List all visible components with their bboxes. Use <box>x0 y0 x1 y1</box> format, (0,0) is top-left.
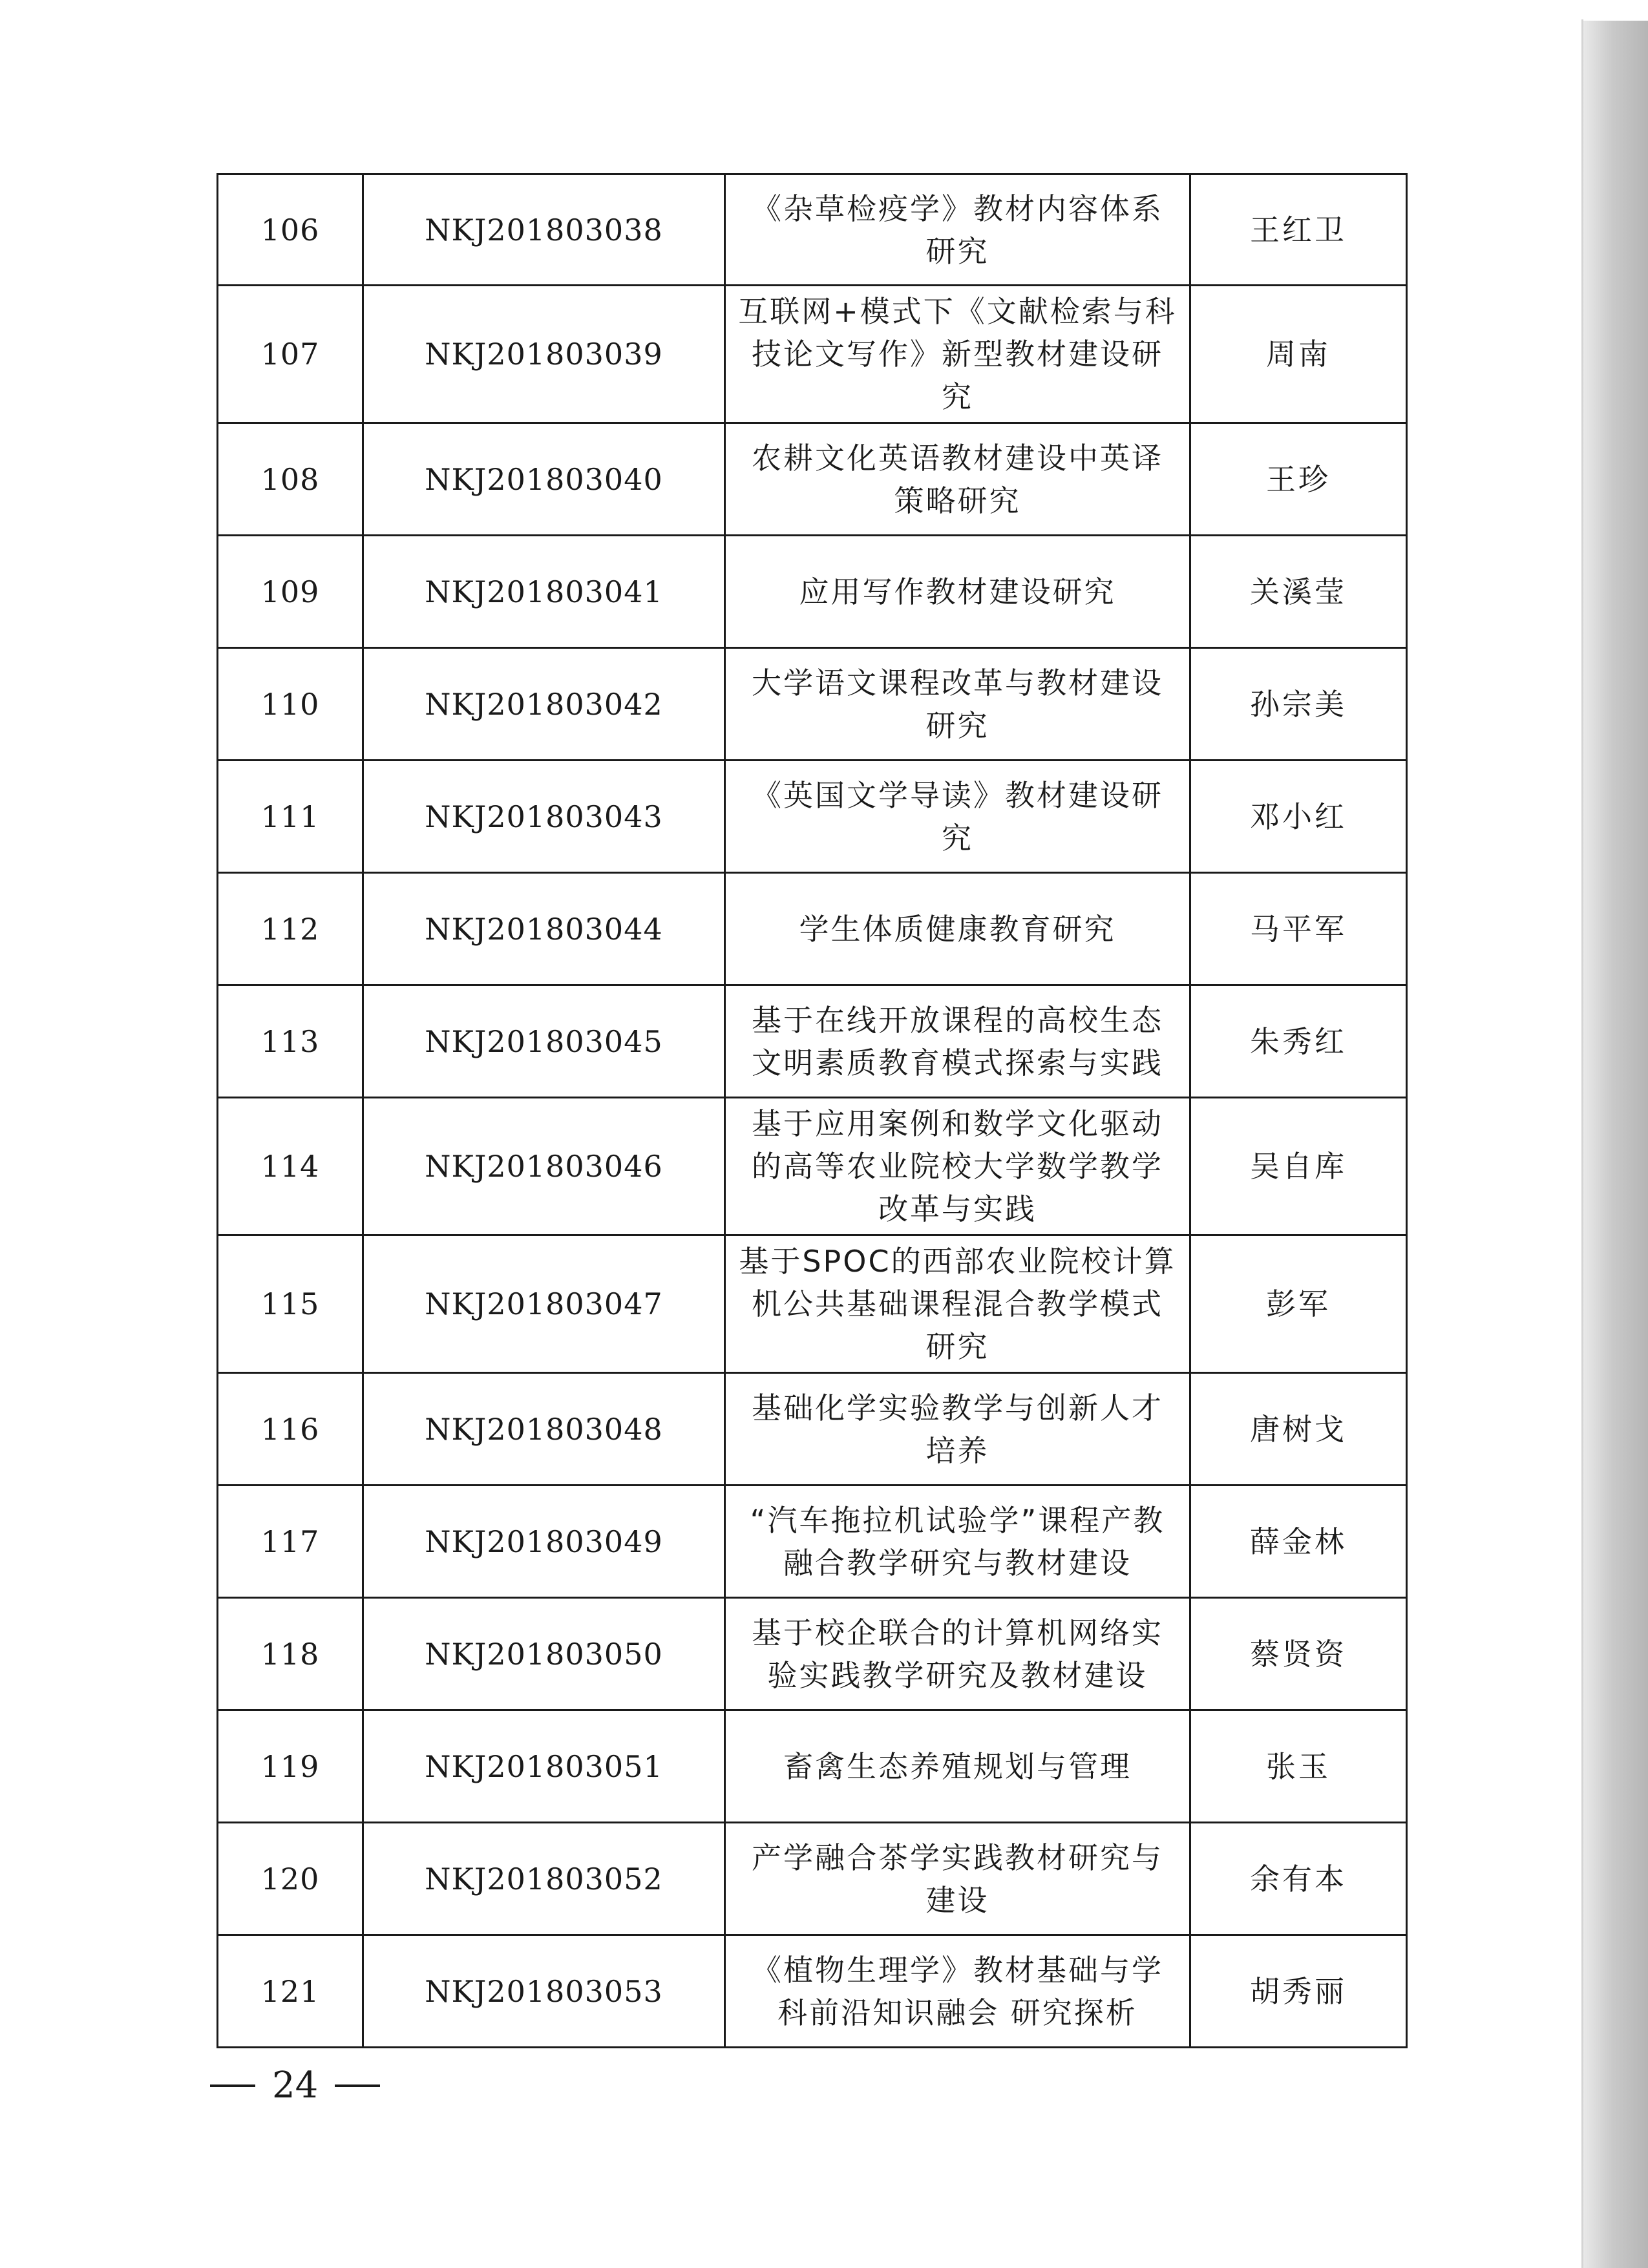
project-title: 《植物生理学》教材基础与学科前沿知识融会 研究探析 <box>725 1935 1190 2048</box>
project-leader: 马平军 <box>1190 873 1407 985</box>
row-number: 111 <box>218 761 363 873</box>
project-leader: 余有本 <box>1190 1823 1407 1935</box>
project-leader: 王红卫 <box>1190 174 1407 286</box>
row-number: 107 <box>218 286 363 423</box>
project-leader: 朱秀红 <box>1190 985 1407 1098</box>
project-leader: 薛金林 <box>1190 1486 1407 1598</box>
project-leader: 吴自库 <box>1190 1098 1407 1235</box>
row-number: 112 <box>218 873 363 985</box>
row-number: 117 <box>218 1486 363 1598</box>
project-leader: 孙宗美 <box>1190 648 1407 761</box>
project-code: NKJ201803039 <box>363 286 725 423</box>
project-code: NKJ201803042 <box>363 648 725 761</box>
project-title: 大学语文课程改革与教材建设研究 <box>725 648 1190 761</box>
table-row <box>218 1486 1407 1598</box>
table-row <box>218 1823 1407 1935</box>
project-code: NKJ201803050 <box>363 1598 725 1710</box>
project-title: 农耕文化英语教材建设中英译策略研究 <box>725 423 1190 536</box>
project-code: NKJ201803045 <box>363 985 725 1098</box>
table-row <box>218 1373 1407 1486</box>
table-row <box>218 985 1407 1098</box>
table-row <box>218 873 1407 985</box>
table-row <box>218 174 1407 286</box>
project-leader: 张玉 <box>1190 1710 1407 1823</box>
page-edge-shadow <box>1583 19 1648 2268</box>
project-title: 基于SPOC的西部农业院校计算机公共基础课程混合教学模式研究 <box>725 1235 1190 1373</box>
row-number: 119 <box>218 1710 363 1823</box>
table-row <box>218 423 1407 536</box>
project-code: NKJ201803038 <box>363 174 725 286</box>
project-leader: 邓小红 <box>1190 761 1407 873</box>
project-title: 互联网+模式下《文献检索与科技论文写作》新型教材建设研究 <box>725 286 1190 423</box>
project-title: 《英国文学导读》教材建设研究 <box>725 761 1190 873</box>
table-row <box>218 286 1407 423</box>
project-code: NKJ201803040 <box>363 423 725 536</box>
project-code: NKJ201803048 <box>363 1373 725 1486</box>
page-number: 24 <box>272 2064 319 2106</box>
row-number: 121 <box>218 1935 363 2048</box>
table-row <box>218 1235 1407 1373</box>
table-row <box>218 536 1407 648</box>
project-leader: 周南 <box>1190 286 1407 423</box>
table-row <box>218 1710 1407 1823</box>
project-title: 《杂草检疫学》教材内容体系研究 <box>725 174 1190 286</box>
project-code: NKJ201803049 <box>363 1486 725 1598</box>
project-title: “汽车拖拉机试验学”课程产教融合教学研究与教材建设 <box>725 1486 1190 1598</box>
project-title: 基于校企联合的计算机网络实验实践教学研究及教材建设 <box>725 1598 1190 1710</box>
project-title: 畜禽生态养殖规划与管理 <box>725 1710 1190 1823</box>
project-code: NKJ201803047 <box>363 1235 725 1373</box>
project-code: NKJ201803041 <box>363 536 725 648</box>
page-footer <box>210 2064 380 2106</box>
project-title: 应用写作教材建设研究 <box>725 536 1190 648</box>
project-code: NKJ201803043 <box>363 761 725 873</box>
project-title: 基于应用案例和数学文化驱动的高等农业院校大学数学教学改革与实践 <box>725 1098 1190 1235</box>
project-code: NKJ201803044 <box>363 873 725 985</box>
project-title: 基于在线开放课程的高校生态文明素质教育模式探索与实践 <box>725 985 1190 1098</box>
table-row <box>218 761 1407 873</box>
project-code: NKJ201803046 <box>363 1098 725 1235</box>
table-row <box>218 1098 1407 1235</box>
dash-right <box>335 2084 380 2087</box>
project-leader: 彭军 <box>1190 1235 1407 1373</box>
row-number: 110 <box>218 648 363 761</box>
row-number: 115 <box>218 1235 363 1373</box>
row-number: 109 <box>218 536 363 648</box>
row-number: 106 <box>218 174 363 286</box>
project-table <box>217 173 1408 2048</box>
project-code: NKJ201803052 <box>363 1823 725 1935</box>
row-number: 114 <box>218 1098 363 1235</box>
project-code: NKJ201803053 <box>363 1935 725 2048</box>
project-title: 学生体质健康教育研究 <box>725 873 1190 985</box>
table-row <box>218 1935 1407 2048</box>
row-number: 113 <box>218 985 363 1098</box>
row-number: 118 <box>218 1598 363 1710</box>
row-number: 116 <box>218 1373 363 1486</box>
project-leader: 关溪莹 <box>1190 536 1407 648</box>
project-title: 基础化学实验教学与创新人才培养 <box>725 1373 1190 1486</box>
project-title: 产学融合茶学实践教材研究与建设 <box>725 1823 1190 1935</box>
project-leader: 王珍 <box>1190 423 1407 536</box>
project-leader: 唐树戈 <box>1190 1373 1407 1486</box>
page-top-edge <box>1583 0 1648 21</box>
table-row <box>218 648 1407 761</box>
row-number: 108 <box>218 423 363 536</box>
dash-left <box>210 2084 255 2087</box>
table-row <box>218 1598 1407 1710</box>
project-leader: 胡秀丽 <box>1190 1935 1407 2048</box>
row-number: 120 <box>218 1823 363 1935</box>
table-body <box>218 174 1407 2048</box>
project-code: NKJ201803051 <box>363 1710 725 1823</box>
project-leader: 蔡贤资 <box>1190 1598 1407 1710</box>
